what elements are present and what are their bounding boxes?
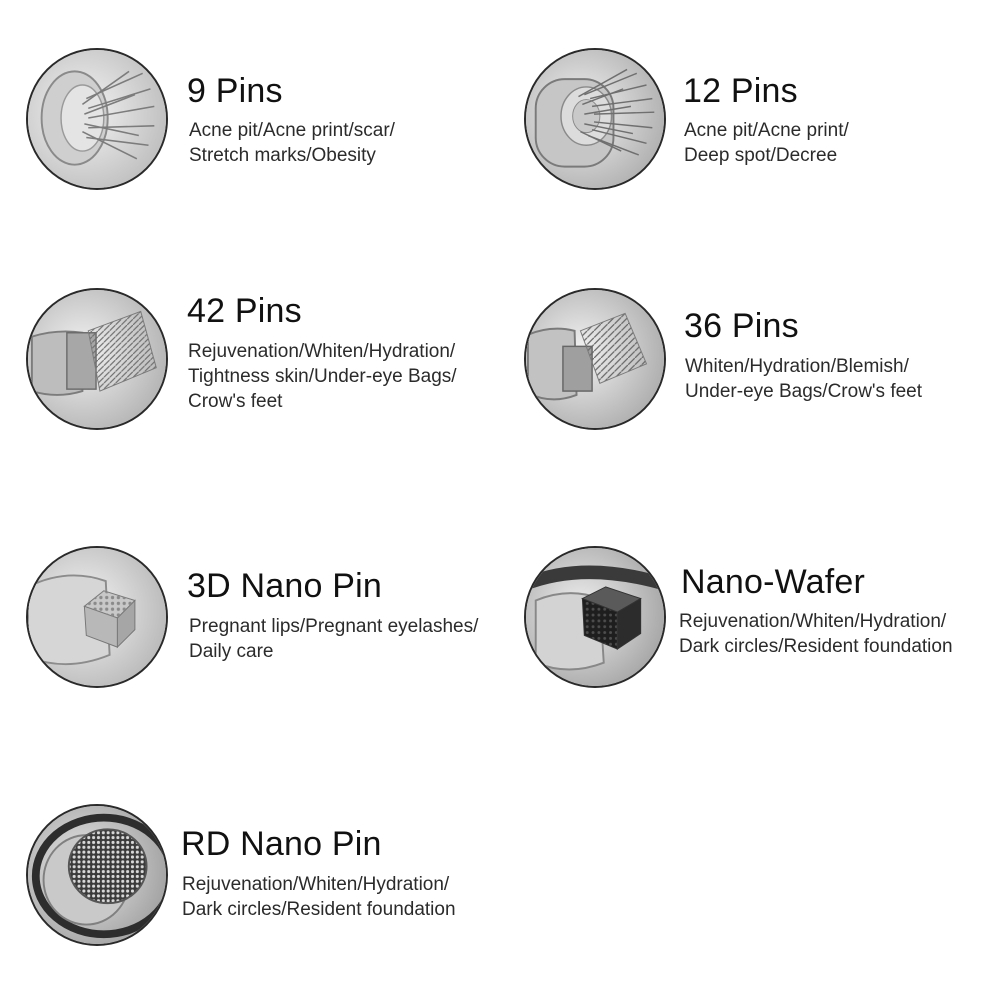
product-description — [679, 609, 953, 659]
description-line: Rejuvenation/Whiten/Hydration/ — [188, 341, 456, 362]
thirty-six-pin-needle-cartridge-icon — [524, 288, 666, 430]
description-line: Acne pit/Acne print/ — [684, 120, 849, 141]
description-line: Dark circles/Resident foundation — [182, 899, 456, 920]
twelve-pin-needle-cartridge-icon — [524, 48, 666, 190]
description-line: Under-eye Bags/Crow's feet — [685, 381, 923, 402]
product-title: 42 Pins — [187, 292, 302, 330]
forty-two-pin-needle-cartridge-icon — [26, 288, 168, 430]
rd-nano-pin-cartridge-icon — [26, 804, 168, 946]
description-line: Whiten/Hydration/Blemish/ — [685, 356, 909, 377]
description-line: Tightness skin/Under-eye Bags/ — [188, 366, 457, 387]
product-description — [684, 118, 849, 168]
product-title: 12 Pins — [683, 72, 798, 110]
description-line: Pregnant lips/Pregnant eyelashes/ — [189, 616, 479, 637]
nine-pin-needle-cartridge-icon — [26, 48, 168, 190]
description-line: Deep spot/Decree — [684, 145, 838, 166]
product-title: RD Nano Pin — [181, 825, 382, 863]
product-title: 3D Nano Pin — [187, 567, 382, 605]
description-line: Dark circles/Resident foundation — [679, 636, 953, 657]
nano-wafer-cartridge-icon — [524, 546, 666, 688]
product-title: 36 Pins — [684, 307, 799, 345]
description-line: Rejuvenation/Whiten/Hydration/ — [182, 874, 450, 895]
product-description — [685, 354, 922, 404]
product-description — [182, 872, 456, 922]
product-title: 9 Pins — [187, 72, 283, 110]
description-line: Daily care — [189, 641, 274, 662]
description-line: Acne pit/Acne print/scar/ — [189, 120, 395, 141]
description-line: Crow's feet — [188, 391, 283, 412]
3d-nano-pin-cartridge-icon — [26, 546, 168, 688]
product-description — [188, 339, 457, 414]
description-line: Stretch marks/Obesity — [189, 145, 376, 166]
product-title: Nano-Wafer — [681, 563, 866, 601]
product-description — [189, 614, 478, 664]
product-description — [189, 118, 395, 168]
description-line: Rejuvenation/Whiten/Hydration/ — [679, 611, 947, 632]
